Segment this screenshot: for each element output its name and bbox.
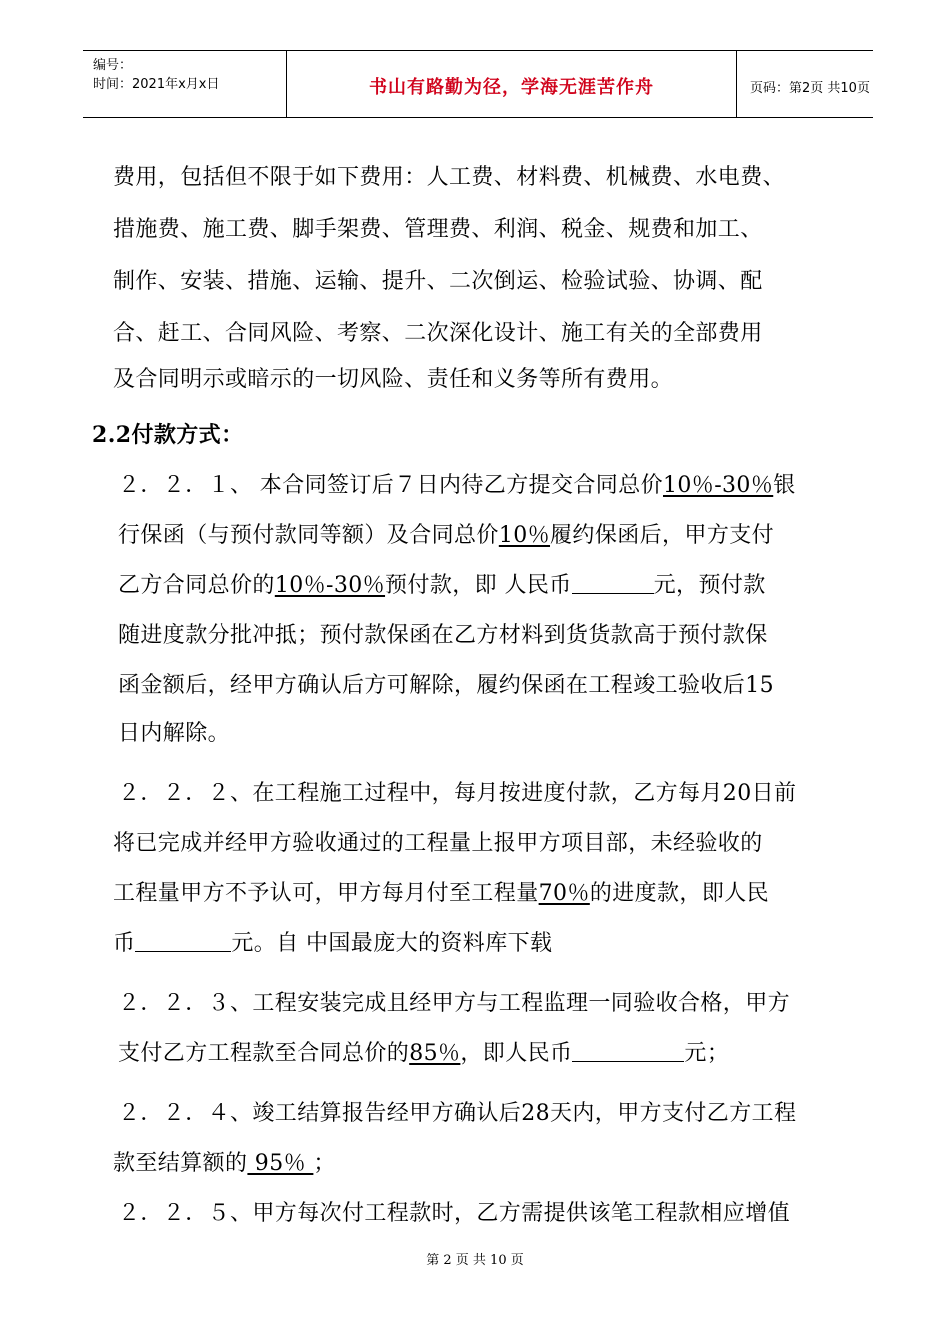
amount-blank xyxy=(135,931,231,952)
text-run: 银 xyxy=(773,473,796,498)
text-run: ，即人民币 xyxy=(460,1041,573,1066)
section-heading: 2.2付款方式： xyxy=(92,422,244,448)
underlined-value: 10％ xyxy=(498,523,551,548)
clause-2-2-2-line: ２．２．２、在工程施工过程中，每月按进度付款，乙方每月20日前 xyxy=(118,781,797,806)
document-time-label: 时间：2021年x月x日 xyxy=(93,77,220,92)
text-run: 的进度款，即人民 xyxy=(589,881,770,906)
text-run: 乙方合同总价的 xyxy=(118,573,275,598)
clause-2-2-3-line: ２．２．３、工程安装完成且经甲方与工程监理一同验收合格，甲方 xyxy=(118,991,791,1016)
body-line: 合、赶工、合同风险、考察、二次深化设计、施工有关的全部费用 xyxy=(113,321,763,346)
header-motto: 书山有路勤为径，学海无涯苦作舟 xyxy=(369,77,654,98)
page-footer: 第 2 页 共 10 页 xyxy=(426,1253,524,1268)
body-line: 及合同明示或暗示的一切风险、责任和义务等所有费用。 xyxy=(113,367,674,392)
underlined-value: 10％-30％ xyxy=(663,473,774,498)
text-run: ２．２．１、 本合同签订后７日内待乙方提交合同总价 xyxy=(118,473,663,498)
clause-2-2-2-line xyxy=(113,926,552,957)
header-motto-cell xyxy=(286,51,737,117)
underlined-value: 95％ xyxy=(247,1151,314,1176)
clause-2-2-2-line: 将已完成并经甲方验收通过的工程量上报甲方项目部，未经验收的 xyxy=(113,831,763,856)
underlined-value: 10％-30％ xyxy=(274,573,386,598)
text-run: 行保函（与预付款同等额）及合同总价 xyxy=(118,523,499,548)
document-number-label: 编号： xyxy=(93,58,133,73)
clause-2-2-5-line: ２．２．５、甲方每次付工程款时，乙方需提供该笔工程款相应增值 xyxy=(118,1201,791,1226)
underlined-value: 70％ xyxy=(538,881,590,906)
page-header xyxy=(83,50,873,118)
clause-2-2-4-line: ２．２．４、竣工结算报告经甲方确认后28天内，甲方支付乙方工程 xyxy=(118,1101,797,1126)
text-run: 元； xyxy=(684,1041,730,1066)
header-page-info: 页码：第2页 共10页 xyxy=(750,81,870,96)
clause-2-2-4-line xyxy=(113,1146,336,1177)
amount-blank xyxy=(572,1041,684,1062)
body-line: 费用，包括但不限于如下费用：人工费、材料费、机械费、水电费、 xyxy=(113,165,786,190)
text-run: 币 xyxy=(113,931,136,956)
clause-2-2-1-line xyxy=(118,468,796,499)
clause-2-2-1-line: 随进度款分批冲抵；预付款保函在乙方材料到货货款高于预付款保 xyxy=(118,623,768,648)
header-meta-cell xyxy=(83,51,286,117)
text-run: 元，预付款 xyxy=(653,573,766,598)
clause-2-2-3-line xyxy=(118,1036,729,1067)
text-run: ； xyxy=(313,1151,336,1176)
text-run: 款至结算额的 xyxy=(113,1151,248,1176)
text-run: 履约保函后，甲方支付 xyxy=(550,523,775,548)
clause-2-2-1-line: 日内解除。 xyxy=(118,721,231,746)
text-run: 工程量甲方不予认可，甲方每月付至工程量 xyxy=(113,881,539,906)
clause-2-2-1-line xyxy=(118,518,774,549)
underlined-value: 85％ xyxy=(409,1041,461,1066)
body-line: 措施费、施工费、脚手架费、管理费、利润、税金、规费和加工、 xyxy=(113,217,763,242)
text-run: 预付款，即 人民币 xyxy=(385,573,572,598)
text-run: 元。自 中国最庞大的资料库下载 xyxy=(231,931,553,956)
body-line: 制作、安装、措施、运输、提升、二次倒运、检验试验、协调、配 xyxy=(113,269,763,294)
text-run: 支付乙方工程款至合同总价的 xyxy=(118,1041,410,1066)
header-page-cell xyxy=(736,51,873,117)
amount-blank xyxy=(572,573,654,594)
clause-2-2-1-line: 函金额后，经甲方确认后方可解除，履约保函在工程竣工验收后15 xyxy=(118,673,774,698)
clause-2-2-1-line xyxy=(118,568,766,599)
clause-2-2-2-line xyxy=(113,876,769,907)
